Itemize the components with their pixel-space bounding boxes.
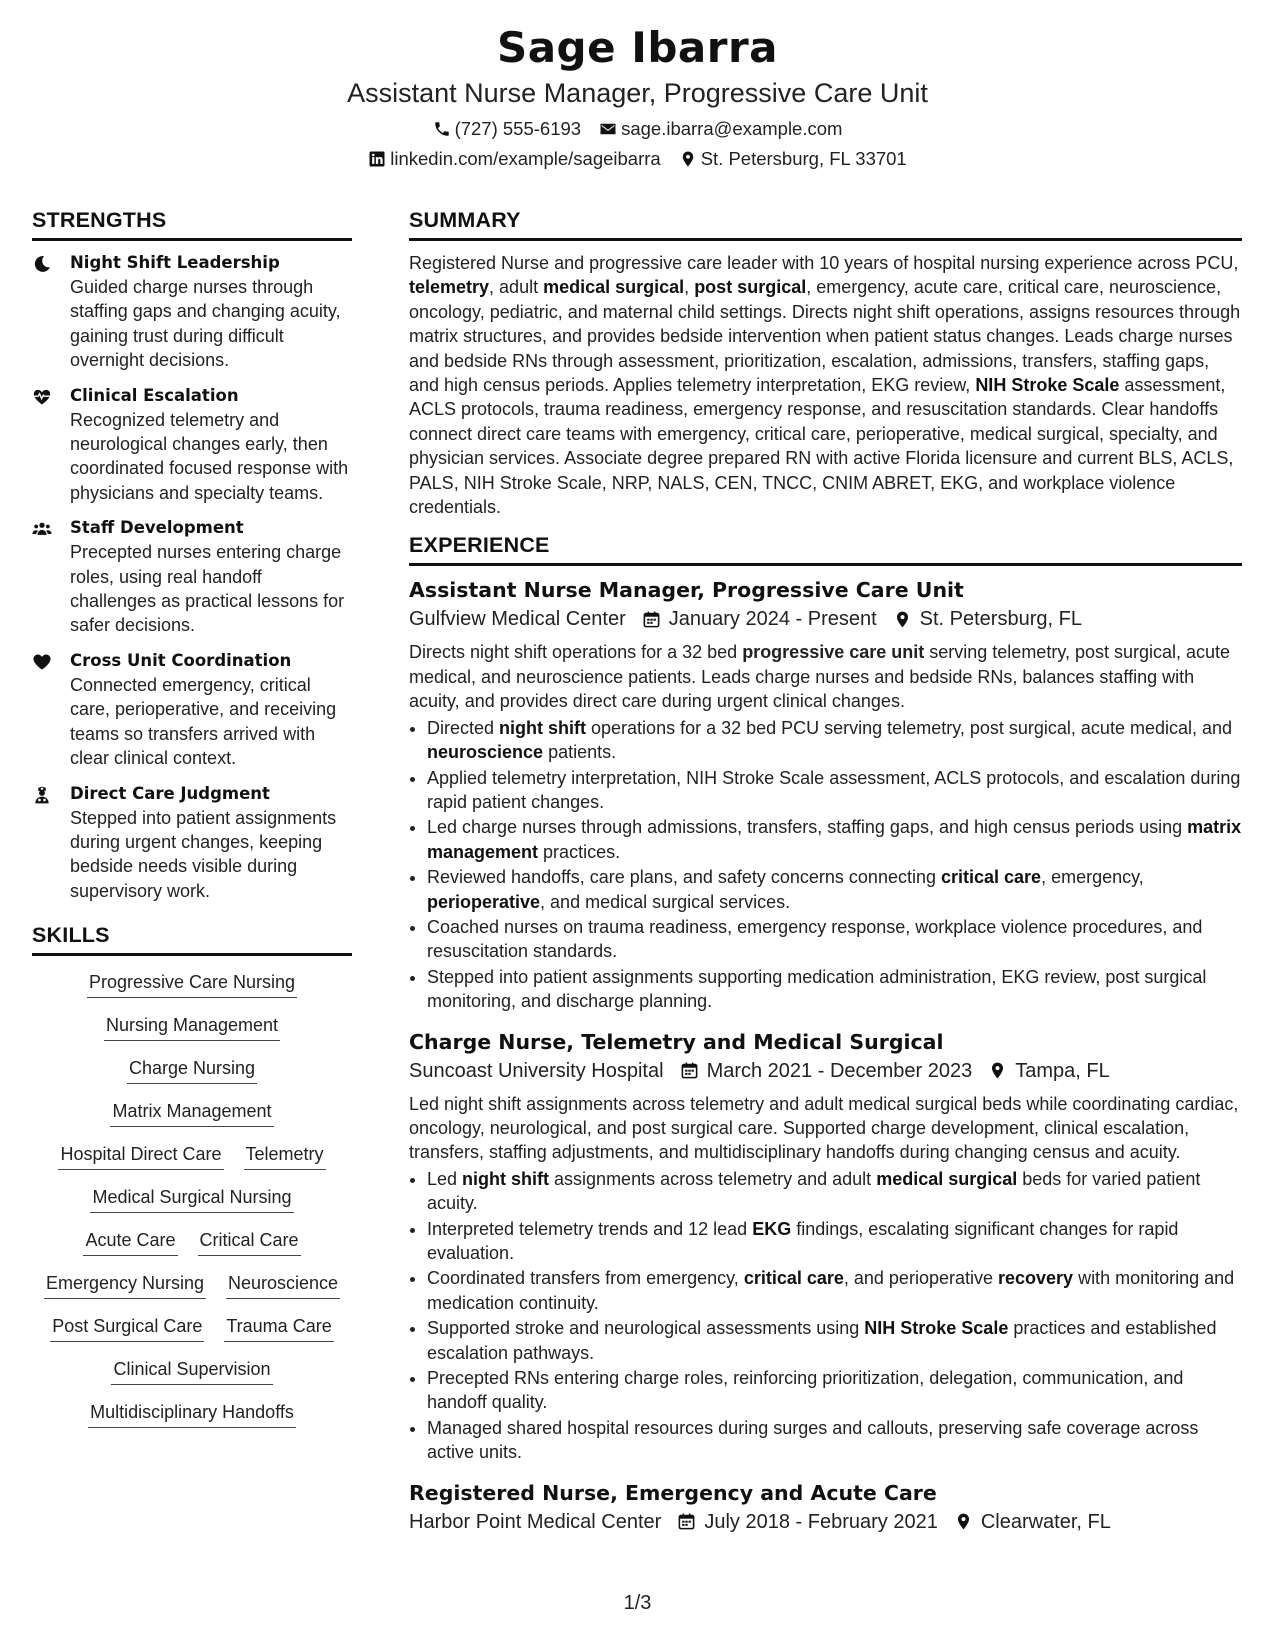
strength-item (32, 782, 352, 904)
skill-row (32, 1056, 352, 1084)
text-run: , emergency, acute care, critical care, neuroscience, oncology, pediatric, and maternal child settings. Directs night shift operations, assigns resources through matrix structures, and provides bedside intervention when patient status changes. Leads charge nurses and bedside RNs through assessment, prioritization, escalation, admissions, transfers, staffing gaps, and high census periods. Applies telemetry interpretation, EKG review, (409, 277, 1241, 396)
text-run: , and medical surgical services. (540, 891, 791, 912)
job-bullets (409, 1167, 1242, 1465)
bold-keyword: progressive care unit (742, 642, 925, 663)
email-text: sage.ibarra@example.com (621, 118, 843, 139)
left-column (32, 208, 352, 1443)
skill-tag: Multidisciplinary Handoffs (88, 1400, 296, 1428)
bold-keyword: night shift (462, 1168, 550, 1189)
right-column (409, 208, 1242, 1551)
resume-header (0, 22, 1275, 172)
skill-row (32, 1099, 352, 1127)
calendar-icon (677, 1512, 696, 1531)
job-meta (409, 604, 1242, 634)
bold-keyword: EKG (752, 1218, 792, 1239)
candidate-name: Sage Ibarra (496, 23, 779, 72)
bullet-item (427, 915, 1242, 964)
text-run: Coordinated transfers from emergency, (427, 1268, 744, 1289)
strength-name: Night Shift Leadership (70, 253, 280, 272)
map-pin-icon (893, 610, 912, 629)
skill-tag: Post Surgical Care (50, 1314, 204, 1342)
bold-keyword: critical care (743, 1268, 844, 1289)
skill-row (32, 1185, 352, 1213)
linkedin-contact[interactable] (368, 146, 660, 172)
job-description (409, 1092, 1242, 1165)
bold-keyword: matrix management (427, 817, 1242, 862)
bullet-item (427, 1217, 1242, 1266)
job-location: St. Petersburg, FL (893, 604, 1082, 634)
strength-name: Clinical Escalation (70, 385, 239, 405)
job-entry (409, 1479, 1242, 1537)
text-run: Stepped into patient assignments supporting medication administration, EKG review, post surgical monitoring, and discharge planning. (427, 966, 1207, 1012)
skill-row (32, 1314, 352, 1342)
skill-row (32, 1357, 352, 1385)
text-run: practices and established escalation pathways. (427, 1318, 1217, 1363)
text-run: , emergency, (1041, 867, 1144, 888)
bullet-item (427, 766, 1242, 815)
linkedin-text: linkedin.com/example/sageibarra (390, 148, 661, 169)
text-run: with monitoring and medication continuity. (427, 1268, 1235, 1313)
summary-heading: SUMMARY (409, 208, 1242, 241)
skill-row (32, 1400, 352, 1428)
skill-tag: Telemetry (244, 1142, 326, 1170)
job-entry (409, 576, 1242, 1013)
job-bullets (409, 716, 1242, 1014)
strength-item (32, 251, 352, 373)
bold-keyword: NIH Stroke Scale (975, 375, 1120, 396)
calendar-icon (642, 610, 661, 629)
text-run: Coached nurses on trauma readiness, emergency response, workplace violence procedures, and resuscitation standards. (427, 916, 1203, 962)
skill-tag: Medical Surgical Nursing (90, 1185, 293, 1213)
phone-contact[interactable] (433, 116, 582, 142)
skill-row (32, 970, 352, 998)
bullet-item (427, 1366, 1242, 1415)
experience-list (409, 576, 1242, 1536)
skill-tag: Critical Care (198, 1228, 301, 1256)
skill-tag: Hospital Direct Care (58, 1142, 223, 1170)
bold-keyword: NIH Stroke Scale (864, 1318, 1009, 1339)
skill-row (32, 1142, 352, 1170)
phone-text: (727) 555-6193 (454, 118, 582, 139)
job-title: Assistant Nurse Manager, Progressive Care Unit (409, 578, 964, 603)
heart-pulse-icon (32, 387, 52, 407)
skill-row (32, 1228, 352, 1256)
bold-keyword: night shift (499, 717, 587, 738)
text-run: assignments across telemetry and adult (549, 1168, 877, 1189)
skills-list (32, 970, 352, 1428)
job-dates: March 2021 - December 2023 (680, 1056, 973, 1086)
location-contact (679, 146, 907, 172)
skill-row (32, 1013, 352, 1041)
contact-row-1 (0, 116, 1275, 142)
users-icon (32, 519, 52, 539)
skill-row (32, 1271, 352, 1299)
bullet-item (427, 1416, 1242, 1465)
text-run: Directs night shift operations for a 32 bed (409, 642, 743, 663)
email-contact[interactable] (599, 116, 842, 142)
bullet-item (427, 716, 1242, 765)
text-run: Registered Nurse and progressive care leader with 10 years of hospital nursing experience across PCU, (409, 253, 1239, 273)
bold-keyword: neuroscience (427, 742, 544, 763)
text-run: Led night shift assignments across telemetry and adult medical surgical beds while coordinating cardiac, oncology, neurological, and post surgical care. Supported charge development, clinical escalation, transfers, staffing adjustments, and multidisciplinary handoffs during changing census and acuity. (409, 1093, 1239, 1163)
skill-tag: Trauma Care (224, 1314, 333, 1342)
skill-tag: Neuroscience (226, 1271, 340, 1299)
skill-tag: Acute Care (83, 1228, 177, 1256)
bold-keyword: medical surgical (876, 1168, 1018, 1189)
bullet-item (427, 965, 1242, 1014)
calendar-icon (680, 1061, 699, 1080)
phone-icon (433, 120, 451, 138)
job-location: Clearwater, FL (954, 1507, 1111, 1537)
skill-tag: Charge Nursing (127, 1056, 257, 1084)
skill-tag: Emergency Nursing (44, 1271, 206, 1299)
location-text: St. Petersburg, FL 33701 (700, 148, 907, 169)
job-description (409, 640, 1242, 713)
text-run: Reviewed handoffs, care plans, and safety concerns connecting (427, 867, 941, 888)
strength-name: Direct Care Judgment (70, 783, 270, 803)
text-run: patients. (543, 742, 617, 763)
job-employer: Gulfview Medical Center (409, 608, 626, 631)
strength-desc: Guided charge nurses through staffing gaps and changing acuity, gaining trust during difficult overnight decisions. (70, 277, 341, 371)
text-run: Directed (427, 717, 500, 738)
text-run: Precepted RNs entering charge roles, reinforcing prioritization, delegation, communication, and handoff quality. (427, 1368, 1184, 1413)
bullet-item (427, 1167, 1242, 1216)
job-dates: January 2024 - Present (642, 604, 877, 634)
strength-desc: Precepted nurses entering charge roles, using real handoff challenges as practical lessons for safer decisions. (70, 542, 345, 636)
job-location: Tampa, FL (988, 1056, 1109, 1086)
heart-icon (32, 652, 52, 672)
job-dates: July 2018 - February 2021 (677, 1507, 937, 1537)
skill-tag: Progressive Care Nursing (87, 970, 297, 998)
skills-heading: SKILLS (32, 923, 352, 956)
job-meta (409, 1507, 1242, 1537)
text-run: operations for a 32 bed PCU serving telemetry, post surgical, acute medical, and (586, 717, 1233, 738)
moon-icon (32, 254, 52, 274)
text-run: Led (427, 1168, 463, 1189)
strength-item (32, 384, 352, 506)
bullet-item (427, 1316, 1242, 1365)
envelope-icon (599, 120, 617, 138)
text-run: , (684, 277, 695, 298)
job-employer: Suncoast University Hospital (409, 1059, 664, 1082)
job-entry (409, 1028, 1242, 1465)
text-run: , adult (489, 277, 544, 298)
bullet-item (427, 815, 1242, 864)
text-run: , and perioperative (843, 1268, 998, 1289)
text-run: Led charge nurses through admissions, transfers, staffing gaps, and high census periods using (427, 817, 1188, 838)
experience-heading: EXPERIENCE (409, 533, 1242, 566)
strength-desc: Stepped into patient assignments during urgent changes, keeping bedside needs visible during supervisory work. (70, 807, 337, 901)
bold-keyword: medical surgical (543, 277, 685, 298)
bold-keyword: telemetry (409, 277, 490, 298)
text-run: assessment, ACLS protocols, trauma readiness, emergency response, and resuscitation standards. Clear handoffs connect direct care teams with emergency, critical care, perioperative, medical surgical, specialty, and physician services. Associate degree prepared RN with active Florida licensure and current BLS, ACLS, PALS, NIH Stroke Scale, NRP, NALS, CEN, TNCC, CNIM ABRET, EKG, and workplace violence credentials. (409, 375, 1234, 518)
skill-tag: Matrix Management (110, 1099, 273, 1127)
candidate-title: Assistant Nurse Manager, Progressive Care Unit (347, 78, 928, 108)
map-pin-icon (954, 1512, 973, 1531)
bold-keyword: perioperative (427, 891, 541, 912)
job-title: Charge Nurse, Telemetry and Medical Surgical (409, 1029, 944, 1054)
page-number: 1/3 (623, 1592, 652, 1614)
summary-text (409, 251, 1242, 519)
skill-tag: Nursing Management (104, 1013, 280, 1041)
map-pin-icon (988, 1061, 1007, 1080)
bold-keyword: post surgical (694, 277, 807, 298)
strength-desc: Connected emergency, critical care, perioperative, and receiving teams so transfers arrived with clear clinical context. (70, 674, 337, 769)
strength-item (32, 649, 352, 771)
job-meta (409, 1056, 1242, 1086)
text-run: serving telemetry, post surgical, acute medical, and neuroscience patients. Leads charge nurses and bedside RNs, balances staffing with acuity, and provides direct care during urgent clinical changes. (409, 642, 1231, 712)
linkedin-icon (368, 150, 386, 168)
text-run: Applied telemetry interpretation, NIH Stroke Scale assessment, ACLS protocols, and escalation during rapid patient changes. (427, 767, 1241, 812)
bold-keyword: critical care (940, 867, 1042, 888)
strengths-heading: STRENGTHS (32, 208, 352, 241)
bullet-item (427, 865, 1242, 914)
bold-keyword: recovery (998, 1268, 1074, 1289)
job-employer: Harbor Point Medical Center (409, 1510, 662, 1533)
map-pin-icon (679, 150, 697, 168)
strength-name: Cross Unit Coordination (70, 650, 292, 670)
strength-desc: Recognized telemetry and neurological changes early, then coordinated focused response with physicians and specialty teams. (70, 409, 349, 503)
text-run: practices. (538, 841, 621, 862)
text-run: findings, escalating significant changes for rapid evaluation. (427, 1218, 1179, 1263)
text-run: Interpreted telemetry trends and 12 lead (427, 1218, 753, 1239)
contact-row-2 (0, 146, 1275, 172)
job-title: Registered Nurse, Emergency and Acute Care (409, 1480, 937, 1505)
bullet-item (427, 1266, 1242, 1315)
strength-item (32, 516, 352, 638)
text-run: Managed shared hospital resources during surges and callouts, preserving safe coverage across active units. (427, 1417, 1199, 1463)
skill-tag: Clinical Supervision (111, 1357, 272, 1385)
text-run: Supported stroke and neurological assessments using (427, 1318, 865, 1339)
user-nurse-icon (32, 785, 52, 805)
strength-name: Staff Development (70, 518, 244, 538)
text-run: beds for varied patient acuity. (427, 1168, 1201, 1214)
